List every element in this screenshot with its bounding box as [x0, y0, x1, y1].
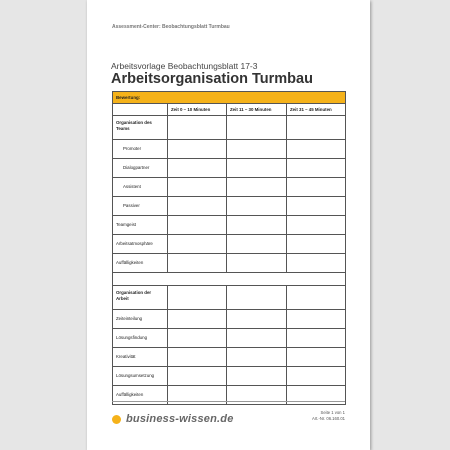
row-label: Dialogpartner: [113, 159, 168, 178]
separator-cell: [113, 273, 346, 286]
table-cell: [227, 254, 287, 273]
row-label: Organisation des Teams: [113, 116, 168, 140]
table-cell: [287, 159, 346, 178]
observation-table: [112, 91, 346, 405]
table-cell: [227, 367, 287, 386]
table-cell: [227, 286, 287, 310]
table-cell: [168, 140, 227, 159]
table-row: [113, 310, 346, 329]
row-label: Arbeitsatmosphäre: [113, 235, 168, 254]
document-title: Arbeitsorganisation Turmbau: [111, 71, 313, 87]
row-label: Auffälligkeiten: [113, 386, 168, 405]
row-label: Promoter: [113, 140, 168, 159]
table-cell: [227, 178, 287, 197]
document-header: Assessment-Center: Beobachtungsblatt Turmbau: [112, 24, 230, 30]
table-cell: [227, 116, 287, 140]
row-label: Kreativität: [113, 348, 168, 367]
document-page: [87, 0, 370, 450]
table-cell: [287, 254, 346, 273]
table-cell: [287, 367, 346, 386]
logo: [112, 413, 234, 425]
row-label: Auffälligkeiten: [113, 254, 168, 273]
table-cell: [168, 216, 227, 235]
row-label: Organisation der Arbeit: [113, 286, 168, 310]
separator-row: [113, 273, 346, 286]
table-cell: [227, 159, 287, 178]
table-row: [113, 140, 346, 159]
article-number: Art.-Nr. 06.160.01: [311, 416, 345, 421]
page-number: Seite 1 von 1: [320, 410, 345, 415]
logo-dot-icon: [112, 415, 121, 424]
table-row: [113, 216, 346, 235]
column-header: Zeit 31 – 45 Minuten: [287, 104, 346, 116]
table-row: [113, 197, 346, 216]
table-row: [113, 367, 346, 386]
table-cell: [227, 140, 287, 159]
table-cell: [287, 216, 346, 235]
row-label: Zeiteinteilung: [113, 310, 168, 329]
table-row: [113, 159, 346, 178]
table-cell: [287, 178, 346, 197]
table-cell: [168, 286, 227, 310]
table-cell: [287, 348, 346, 367]
row-label: Passiver: [113, 197, 168, 216]
table-cell: [168, 235, 227, 254]
page-info: [312, 410, 345, 422]
table-cell: [287, 235, 346, 254]
column-header: Zeit 0 – 10 Minuten: [168, 104, 227, 116]
table-row: [113, 116, 346, 140]
table-row: [113, 178, 346, 197]
table-cell: [168, 367, 227, 386]
table-cell: [227, 310, 287, 329]
table-cell: [287, 140, 346, 159]
table-row: [113, 329, 346, 348]
table-cell: [227, 216, 287, 235]
table-cell: [168, 329, 227, 348]
table-cell: [227, 197, 287, 216]
table-row: [113, 235, 346, 254]
table-row: [113, 348, 346, 367]
row-label: Lösungsfindung: [113, 329, 168, 348]
table-cell: [168, 254, 227, 273]
table-cell: [287, 310, 346, 329]
table-cell: [168, 310, 227, 329]
table-cell: [287, 116, 346, 140]
table-cell: [168, 197, 227, 216]
row-label: Teamgeist: [113, 216, 168, 235]
table-cell: [168, 116, 227, 140]
document-subtitle: Arbeitsvorlage Beobachtungsblatt 17-3: [111, 61, 258, 71]
table-header-row: [113, 104, 346, 116]
table-cell: [287, 197, 346, 216]
table-cell: [287, 286, 346, 310]
logo-text: business-wissen.de: [126, 413, 234, 425]
table-cell: [168, 348, 227, 367]
bewertung-label: Bewertung:: [113, 92, 346, 104]
row-label: Lösungsumsetzung: [113, 367, 168, 386]
column-header: Zeit 11 – 30 Minuten: [227, 104, 287, 116]
table-row: [113, 286, 346, 310]
table-cell: [168, 178, 227, 197]
table-cell: [287, 329, 346, 348]
row-label: Assistent: [113, 178, 168, 197]
table-cell: [227, 348, 287, 367]
table-cell: [227, 235, 287, 254]
table-row: [113, 254, 346, 273]
table-cell: [227, 329, 287, 348]
footer-divider: [112, 401, 345, 402]
bewertung-row: [113, 92, 346, 104]
table-cell: [168, 159, 227, 178]
column-header: [113, 104, 168, 116]
